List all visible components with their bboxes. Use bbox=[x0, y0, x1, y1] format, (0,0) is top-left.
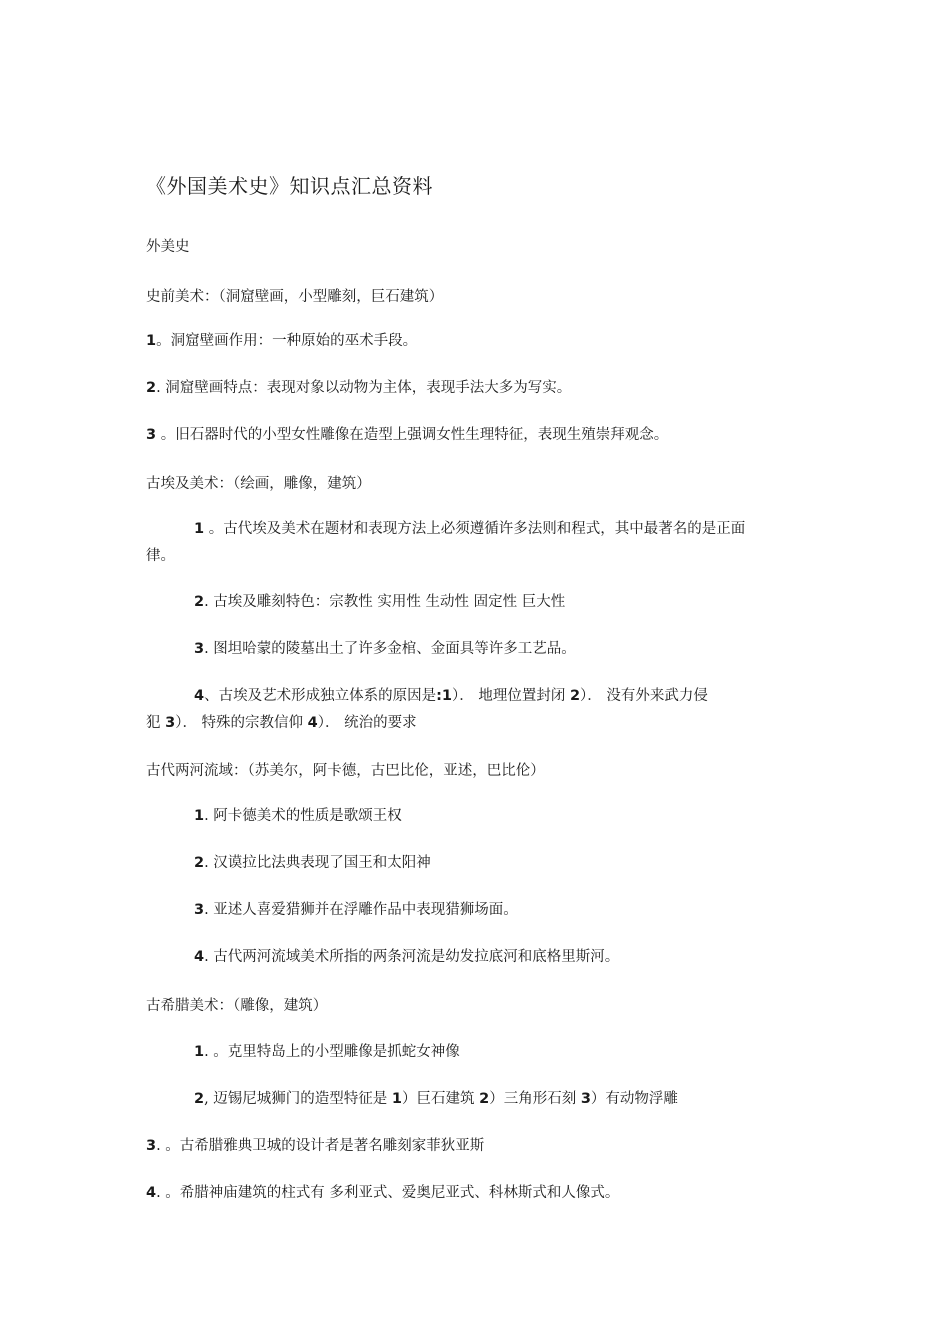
item-text: . 。克里特岛上的小型雕像是抓蛇女神像 bbox=[204, 1044, 460, 1060]
section-heading-mesopotamia: 古代两河流域：（苏美尔，阿卡德，古巴比伦，亚述，巴比伦） bbox=[146, 763, 545, 779]
item-number: 1 bbox=[146, 333, 157, 349]
item-text: 。旧石器时代的小型女性雕像在造型上强调女性生理特征，表现生殖崇拜观念。 bbox=[156, 427, 669, 443]
list-item bbox=[194, 806, 402, 826]
document-title: 《外国美术史》知识点汇总资料 bbox=[146, 174, 433, 198]
item-number: 3 bbox=[146, 427, 157, 443]
list-item-continuation bbox=[146, 713, 417, 733]
item-number: 2 bbox=[146, 380, 157, 396]
list-item bbox=[194, 853, 431, 873]
item-number: 2 bbox=[194, 1091, 205, 1107]
list-item bbox=[146, 331, 417, 351]
section-heading-egypt: 古埃及美术：（绘画，雕像，建筑） bbox=[146, 476, 371, 492]
list-item-continuation: 律。 bbox=[146, 548, 175, 564]
item-number: 2 bbox=[479, 1091, 490, 1107]
list-item bbox=[146, 1183, 619, 1203]
item-number: 1 bbox=[194, 521, 205, 537]
item-number: 4 bbox=[307, 715, 318, 731]
item-text: 犯 bbox=[146, 715, 166, 731]
item-text: ）． 统治的要求 bbox=[317, 715, 417, 731]
item-text: . 汉谟拉比法典表现了国王和太阳神 bbox=[204, 855, 431, 871]
section-heading-greece: 古希腊美术：（雕像，建筑） bbox=[146, 998, 328, 1014]
item-text: , 迈锡尼城狮门的造型特征是 bbox=[204, 1091, 392, 1107]
section-heading-prehistoric: 史前美术：（洞窟壁画，小型雕刻，巨石建筑） bbox=[146, 289, 444, 305]
list-item bbox=[146, 425, 668, 445]
item-number: 3 bbox=[165, 715, 176, 731]
item-text: ）． 地理位置封闭 bbox=[451, 688, 570, 704]
list-item bbox=[194, 947, 619, 967]
item-text: . 古代两河流域美术所指的两条河流是幼发拉底河和底格里斯河。 bbox=[204, 949, 620, 965]
list-item bbox=[194, 639, 576, 659]
item-text: . 亚述人喜爱猎狮并在浮雕作品中表现猎狮场面。 bbox=[204, 902, 518, 918]
item-number: 2 bbox=[194, 594, 205, 610]
list-item bbox=[194, 900, 518, 920]
item-text: . 古埃及雕刻特色：宗教性 实用性 生动性 固定性 巨大性 bbox=[204, 594, 566, 610]
item-number: 4 bbox=[194, 688, 205, 704]
item-number: 1 bbox=[194, 808, 205, 824]
item-text: 。洞窟壁画作用：一种原始的巫术手段。 bbox=[156, 333, 418, 349]
item-text: . 图坦哈蒙的陵墓出土了许多金棺、金面具等许多工艺品。 bbox=[204, 641, 576, 657]
item-text: . 阿卡德美术的性质是歌颂王权 bbox=[204, 808, 402, 824]
list-item bbox=[146, 378, 571, 398]
subject-line: 外美史 bbox=[146, 239, 190, 255]
list-item bbox=[194, 592, 565, 612]
list-item bbox=[194, 1089, 678, 1109]
item-number: 3 bbox=[580, 1091, 591, 1107]
item-number: 1 bbox=[391, 1091, 403, 1107]
item-text: ）巨石建筑 bbox=[402, 1091, 480, 1107]
list-item bbox=[146, 1136, 484, 1156]
item-number: 3 bbox=[146, 1138, 157, 1154]
item-number: 2 bbox=[194, 855, 205, 871]
item-number: 4 bbox=[146, 1185, 157, 1201]
item-number: 3 bbox=[194, 902, 205, 918]
list-item bbox=[194, 519, 745, 539]
item-number: :1 bbox=[436, 688, 452, 704]
item-number: 1 bbox=[194, 1044, 205, 1060]
item-text: ）有动物浮雕 bbox=[590, 1091, 678, 1107]
list-item bbox=[194, 1042, 460, 1062]
item-text: ）三角形石刻 bbox=[489, 1091, 581, 1107]
item-number: 2 bbox=[569, 688, 581, 704]
item-text: . 。古希腊雅典卫城的设计者是著名雕刻家菲狄亚斯 bbox=[156, 1138, 485, 1154]
item-text: ）． 没有外来武力侵 bbox=[580, 688, 708, 704]
item-text: 。古代埃及美术在题材和表现方法上必须遵循许多法则和程式，其中最著名的是正面 bbox=[204, 521, 746, 537]
list-item bbox=[194, 686, 708, 706]
item-text: . 洞窟壁画特点：表现对象以动物为主体，表现手法大多为写实。 bbox=[156, 380, 572, 396]
item-text: . 。希腊神庙建筑的柱式有 多利亚式、爱奥尼亚式、科林斯式和人像式。 bbox=[156, 1185, 620, 1201]
item-text: ）． 特殊的宗教信仰 bbox=[175, 715, 308, 731]
item-number: 4 bbox=[194, 949, 205, 965]
item-text: 、古埃及艺术形成独立体系的原因是 bbox=[204, 688, 437, 704]
item-number: 3 bbox=[194, 641, 205, 657]
